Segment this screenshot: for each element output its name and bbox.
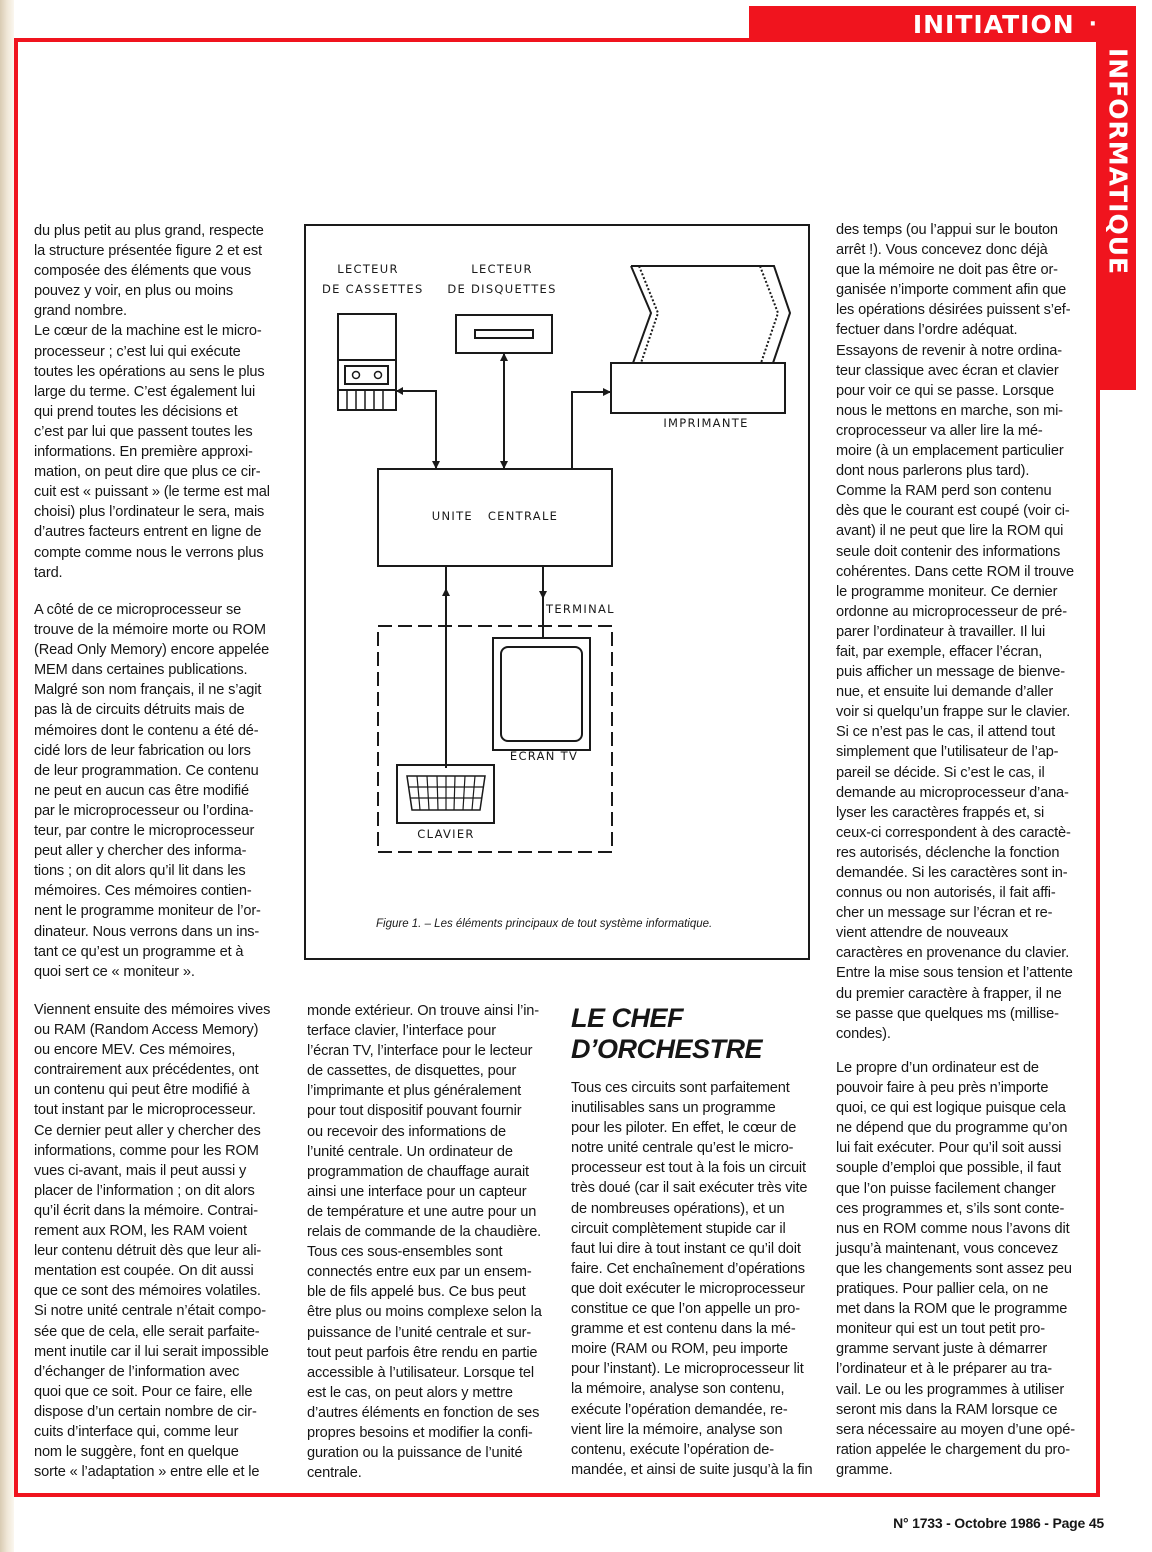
- text-line: quoi sert ce « moniteur ».: [34, 963, 195, 980]
- text-line: l’imprimante et plus généralement: [307, 1083, 522, 1100]
- text-line: met dans la ROM que le programme: [836, 1301, 1068, 1318]
- text-line: ganisée n’importe comment afin que: [836, 282, 1067, 299]
- text-line: que la mémoire ne doit pas être or-: [836, 262, 1058, 279]
- text-line: pouvez y voir, en plus ou moins: [34, 283, 233, 300]
- text-line: est le cas, on peut alors y mettre: [307, 1384, 513, 1401]
- text-line: se passe que quelques ms (millise-: [836, 1005, 1059, 1022]
- text-line: parer l’ordinateur à travailler. Il lui: [836, 623, 1046, 640]
- text-line: processeur est tout à la fois un circuit: [571, 1160, 806, 1177]
- text-line: nom le suggère, font en quelque: [34, 1444, 239, 1461]
- text-line: qui prend toutes les décisions et: [34, 403, 238, 420]
- text-line: mentation est coupée. On dit aussi: [34, 1263, 254, 1280]
- section-rubric: [749, 6, 1114, 42]
- side-rubric: [1100, 6, 1136, 390]
- text-line: notre unité centrale qu’est le micro-: [571, 1140, 794, 1157]
- text-line: du premier caractère à frapper, il ne: [836, 985, 1062, 1002]
- label-disk-drive: [447, 259, 557, 299]
- text-line: (Read Only Memory) encore appelée: [34, 642, 270, 659]
- section-separator: ·: [1088, 11, 1098, 37]
- text-line: centrale.: [307, 1465, 362, 1482]
- text-line: ne peut en aucun cas être modifié: [34, 782, 249, 799]
- text-line: simplement que l’utilisateur de l’ap-: [836, 744, 1059, 761]
- tv-screen-icon: [493, 638, 590, 750]
- text-line: fectuer dans l’ordre adéquat.: [836, 322, 1018, 339]
- text-line: les opérations désirées puissent s’ef-: [836, 302, 1071, 319]
- text-line: peut aller y chercher des informa-: [34, 843, 247, 860]
- label-line: LECTEUR: [471, 262, 533, 276]
- text-line: Ce dernier peut aller y chercher des: [34, 1122, 261, 1139]
- text-line: quoi, ce qui est logique puisque cela: [836, 1100, 1066, 1117]
- text-line: vient lire la mémoire, analyse son: [571, 1421, 783, 1438]
- text-line: trouve de la mémoire morte ou ROM: [34, 622, 266, 639]
- text-line: cher un message sur l’écran et re-: [836, 905, 1053, 922]
- text-line: ou RAM (Random Access Memory): [34, 1022, 259, 1039]
- text-line: puis afficher un message de bienve-: [836, 664, 1065, 681]
- text-line: pratiques. Pour pallier cela, on ne: [836, 1281, 1049, 1298]
- column-3: [571, 1078, 812, 1480]
- label-line: DE CASSETTES: [322, 282, 424, 296]
- heading-line-1: LE CHEF: [571, 1003, 684, 1033]
- text-line: ment inutile car il lui serait impossible: [34, 1343, 269, 1360]
- text-line: ainsi une interface pour un capteur: [307, 1183, 527, 1200]
- text-line: par le microprocesseur ou l’ordina-: [34, 802, 254, 819]
- text-line: que doit exécuter le microprocesseur: [571, 1280, 805, 1297]
- text-line: nous le mettons en marche, son mi-: [836, 402, 1063, 419]
- text-line: de température et une autre pour un: [307, 1203, 537, 1220]
- text-line: gramme servant juste à démarrer: [836, 1341, 1048, 1358]
- side-title: INFORMATIQUE: [1103, 48, 1133, 276]
- text-line: c’est par lui que passent toutes les: [34, 423, 253, 440]
- section-title: INITIATION: [912, 9, 1075, 39]
- text-line: gramme.: [836, 1461, 893, 1478]
- text-line: moniteur qui est un tout petit pro-: [836, 1321, 1045, 1338]
- text-line: MEM dans certaines publications.: [34, 662, 248, 679]
- text-line: mation, on peut dire que plus ce cir-: [34, 464, 261, 481]
- text-line: informations. En première approxi-: [34, 444, 253, 461]
- text-line: moire (à un emplacement particulier: [836, 443, 1064, 460]
- column-4-top: [836, 220, 1074, 1044]
- column-4-bottom: [836, 1058, 1075, 1480]
- text-line: condes).: [836, 1025, 891, 1042]
- page-footer: N° 1733 - Octobre 1986 - Page 45: [893, 1515, 1104, 1531]
- text-line: choisi) plus l’ordinateur le sera, mais: [34, 504, 265, 521]
- text-line: pareil se décide. Si c’est le cas, il: [836, 764, 1045, 781]
- text-line: faire. Cet enchaînement d’opérations: [571, 1260, 805, 1277]
- text-line: ordonne au microprocesseur de pré-: [836, 603, 1067, 620]
- text-line: Malgré son nom français, il ne s’agit: [34, 682, 262, 699]
- text-line: sera nécessaire au moyen d’une opé-: [836, 1421, 1075, 1438]
- text-line: relais de commande de la chaudière.: [307, 1224, 542, 1241]
- text-line: un contenu qui peut être modifié à: [34, 1082, 250, 1099]
- text-line: pour tout dispositif pouvant fournir: [307, 1103, 522, 1120]
- column-1-top: [34, 221, 270, 583]
- printer-icon: [611, 266, 790, 413]
- label-tv-screen: ECRAN TV: [509, 749, 579, 763]
- text-line: tions ; on dit alors qu’il lit dans les: [34, 863, 246, 880]
- text-line: que ce sont des mémoires volatiles.: [34, 1283, 261, 1300]
- text-line: contrairement aux précédentes, ont: [34, 1062, 259, 1079]
- text-line: cuit est « puissant » (le terme est mal: [34, 484, 270, 501]
- text-line: contenu, exécute l’opération de-: [571, 1441, 774, 1458]
- text-line: faut lui dire à tout instant ce qu’il doit: [571, 1240, 801, 1257]
- text-line: Viennent ensuite des mémoires vives: [34, 1002, 271, 1018]
- heading-line-2: D’ORCHESTRE: [571, 1034, 763, 1064]
- text-line: dinateur. Nous verrons dans un ins-: [34, 923, 260, 940]
- text-line: programmation de chauffage aurait: [307, 1163, 529, 1180]
- text-line: demandée. Si les caractères sont in-: [836, 865, 1068, 881]
- text-line: cohérentes. Dans cette ROM il trouve: [836, 563, 1074, 580]
- text-line: mandée, et ainsi de suite jusqu’à la fin: [571, 1461, 813, 1478]
- figure-1-diagram: [304, 224, 810, 960]
- text-line: croprocesseur va aller lire la mé-: [836, 422, 1043, 439]
- text-line: ou recevoir des informations de: [307, 1123, 506, 1140]
- text-line: nent le programme moniteur de l’or-: [34, 903, 261, 920]
- text-line: dispose d’un certain nombre de cir-: [34, 1403, 257, 1420]
- text-line: teur classique avec écran et clavier: [836, 362, 1059, 379]
- text-line: guration ou la puissance de l’unité: [307, 1445, 523, 1462]
- text-line: circuit complètement stupide car il: [571, 1220, 786, 1237]
- text-line: sorte « l’adaptation » entre elle et le: [34, 1464, 260, 1481]
- text-line: pour les piloter. En effet, le cœur de: [571, 1120, 797, 1137]
- text-line: puissance de l’unité centrale et sur-: [307, 1324, 532, 1341]
- section-heading: [571, 1003, 762, 1065]
- text-line: leur contenu détruit dès que leur ali-: [34, 1243, 262, 1260]
- text-line: l’unité centrale. Un ordinateur de: [307, 1143, 513, 1160]
- text-line: ceux-ci correspondent à des caractè-: [836, 824, 1071, 841]
- text-line: lui fait exécuter. Pour qu’il soit aussi: [836, 1140, 1062, 1157]
- text-line: constitue ce que l’on appelle un pro-: [571, 1301, 800, 1318]
- text-line: l’ordinateur et à le préparer au tra-: [836, 1361, 1052, 1378]
- text-line: pouvoir faire à peu près n’importe: [836, 1080, 1049, 1097]
- text-line: res autorisés, déclenche la fonction: [836, 844, 1060, 861]
- cassette-player-icon: [338, 314, 396, 410]
- text-line: d’échanger de l’information avec: [34, 1363, 240, 1380]
- disk-drive-icon: [456, 315, 552, 353]
- label-line: DE DISQUETTES: [447, 282, 557, 296]
- system-diagram: [306, 226, 808, 958]
- label-line: LECTEUR: [337, 262, 399, 276]
- text-line: d’autres facteurs entrent en ligne de: [34, 524, 262, 541]
- text-line: pour l’instant). Le microprocesseur lit: [571, 1361, 804, 1378]
- text-line: tout instant par le microprocesseur.: [34, 1102, 256, 1119]
- text-line: qu’il écrit dans la mémoire. Contrai-: [34, 1202, 258, 1219]
- text-line: processeur ; c’est lui qui exécute: [34, 343, 241, 360]
- text-line: de nombreuses opérations), et un: [571, 1200, 785, 1217]
- text-line: la structure présentée figure 2 et est: [34, 243, 262, 260]
- text-line: Si ce n’est pas le cas, il attend tout: [836, 724, 1056, 741]
- text-line: ble de fils appelé bus. Ce bus peut: [307, 1284, 526, 1301]
- text-line: ou encore MEV. Ces mémoires,: [34, 1042, 236, 1059]
- text-line: l’écran TV, l’interface pour le lecteur: [307, 1043, 533, 1060]
- label-central-unit: UNITE CENTRALE: [431, 509, 559, 523]
- text-line: propres besoins et modifier la confi-: [307, 1424, 533, 1441]
- text-line: cidé lors de leur fabrication ou lors: [34, 742, 251, 759]
- text-line: nue, et ensuite lui demande d’aller: [836, 684, 1054, 701]
- text-line: très doué (car il sait exécuter très vite: [571, 1180, 808, 1197]
- label-cassette-player: [322, 259, 424, 299]
- text-line: jusqu’à maintenant, vous concevez: [836, 1240, 1059, 1257]
- label-terminal: TERMINAL: [546, 602, 615, 616]
- text-line: être plus ou moins complexe selon la: [307, 1304, 542, 1321]
- text-line: voir si quelqu’un frappe sur le clavier.: [836, 704, 1071, 721]
- page-binding-edge: [0, 0, 14, 1552]
- text-line: connectés entre eux par un ensem-: [307, 1264, 532, 1281]
- column-1-mid: [34, 600, 269, 982]
- text-line: compte comme nous le verrons plus: [34, 544, 264, 561]
- text-line: fait, par exemple, effacer l’écran,: [836, 643, 1043, 660]
- text-line: que les changements sont assez peu: [836, 1260, 1072, 1277]
- text-line: tant ce qu’est un programme et à: [34, 943, 244, 960]
- label-printer: IMPRIMANTE: [663, 416, 749, 430]
- text-line: mémoires dont le contenu a été dé-: [34, 722, 259, 739]
- text-line: sée que de cela, elle serait parfaite-: [34, 1323, 260, 1340]
- text-line: vues ci-avant, mais il peut aussi y: [34, 1162, 247, 1179]
- text-line: demande au microprocesseur d’ana-: [836, 784, 1069, 801]
- text-line: le programme moniteur. Ce dernier: [836, 583, 1058, 600]
- text-line: placer de l’information ; on dit alors: [34, 1182, 255, 1199]
- text-line: accessible à l’utilisateur. Lorsque tel: [307, 1364, 534, 1381]
- text-line: A côté de ce microprocesseur se: [34, 602, 242, 618]
- text-line: tout peut parfois être rendu en partie: [307, 1344, 538, 1361]
- text-line: la mémoire, analyse son contenu,: [571, 1381, 785, 1398]
- text-line: de leur programmation. Ce contenu: [34, 762, 259, 779]
- text-line: Si notre unité centrale n’était compo-: [34, 1303, 266, 1320]
- text-line: Entre la mise sous tension et l’attente: [836, 965, 1073, 982]
- text-line: toutes les opérations au sens le plus: [34, 363, 265, 380]
- text-line: Tous ces sous-ensembles sont: [307, 1244, 503, 1261]
- text-line: grand nombre.: [34, 303, 127, 320]
- text-line: vient attendre de nouveaux: [836, 925, 1009, 942]
- text-line: arrêt !). Vous concevez donc déjà: [836, 242, 1048, 259]
- keyboard-icon: [397, 765, 494, 823]
- text-line: dont nous parlerons plus tard).: [836, 463, 1030, 480]
- text-line: caractères en provenance du clavier.: [836, 945, 1070, 962]
- text-line: nus en ROM comme nous l’avons dit: [836, 1220, 1070, 1237]
- text-line: Tous ces circuits sont parfaitement: [571, 1080, 790, 1096]
- text-line: du plus petit au plus grand, respecte: [34, 223, 264, 239]
- text-line: large du terme. C’est également lui: [34, 383, 256, 400]
- column-2: [307, 1001, 542, 1483]
- text-line: ces programmes et, s’ils sont conte-: [836, 1200, 1065, 1217]
- text-line: teur, par contre le microprocesseur: [34, 823, 255, 840]
- text-line: ration appelée le chargement du pro-: [836, 1441, 1070, 1458]
- text-line: moire (RAM ou ROM, peu importe: [571, 1341, 788, 1358]
- text-line: Comme la RAM perd son contenu: [836, 483, 1052, 500]
- text-line: de cassettes, de disquettes, pour: [307, 1063, 517, 1080]
- column-1-bottom: [34, 1000, 270, 1482]
- text-line: inutilisables sans un programme: [571, 1100, 776, 1117]
- text-line: Le propre d’un ordinateur est de: [836, 1060, 1039, 1076]
- text-line: des temps (ou l’appui sur le bouton: [836, 222, 1058, 238]
- text-line: mémoires. Ces mémoires contien-: [34, 883, 252, 900]
- text-line: pas là de circuits détruits mais de: [34, 702, 245, 719]
- text-line: ne dépend que du programme qu’on: [836, 1120, 1068, 1137]
- text-line: vail. Le ou les programmes à utiliser: [836, 1381, 1065, 1398]
- text-line: monde extérieur. On trouve ainsi l’in-: [307, 1003, 539, 1019]
- text-line: d’autres éléments en fonction de ses: [307, 1404, 540, 1421]
- text-line: souple d’emploi que possible, il faut: [836, 1160, 1061, 1177]
- text-line: seront mis dans la RAM lorsque ce: [836, 1401, 1058, 1418]
- text-line: gramme et est contenu dans la mé-: [571, 1321, 796, 1338]
- text-line: informations, comme pour les ROM: [34, 1142, 259, 1159]
- text-line: cuits d’interface qui, comme leur: [34, 1423, 239, 1440]
- text-line: Essayons de revenir à notre ordina-: [836, 342, 1062, 359]
- label-keyboard: CLAVIER: [417, 827, 475, 841]
- text-line: tard.: [34, 564, 63, 581]
- text-line: terface clavier, l’interface pour: [307, 1023, 496, 1040]
- text-line: pour voir ce qui se passe. Lorsque: [836, 382, 1054, 399]
- text-line: Le cœur de la machine est le micro-: [34, 323, 262, 340]
- figure-caption: Figure 1. – Les éléments principaux de tout système informatique.: [376, 918, 713, 930]
- text-line: dès que le courant est coupé (voir ci-: [836, 503, 1070, 520]
- text-line: seule doit contenir des informations: [836, 543, 1061, 560]
- text-line: composée des éléments que vous: [34, 263, 251, 280]
- text-line: avant) il ne peut que lire la ROM qui: [836, 523, 1064, 540]
- text-line: quoi que ce soit. Pour ce faire, elle: [34, 1383, 253, 1400]
- text-line: que l’on puisse facilement changer: [836, 1180, 1056, 1197]
- text-line: lyser les caractères frappés et, si: [836, 804, 1045, 821]
- text-line: connus ou non autorisés, il fait affi-: [836, 885, 1056, 902]
- text-line: rement aux ROM, les RAM voient: [34, 1223, 247, 1240]
- text-line: exécute l’opération demandée, re-: [571, 1401, 788, 1418]
